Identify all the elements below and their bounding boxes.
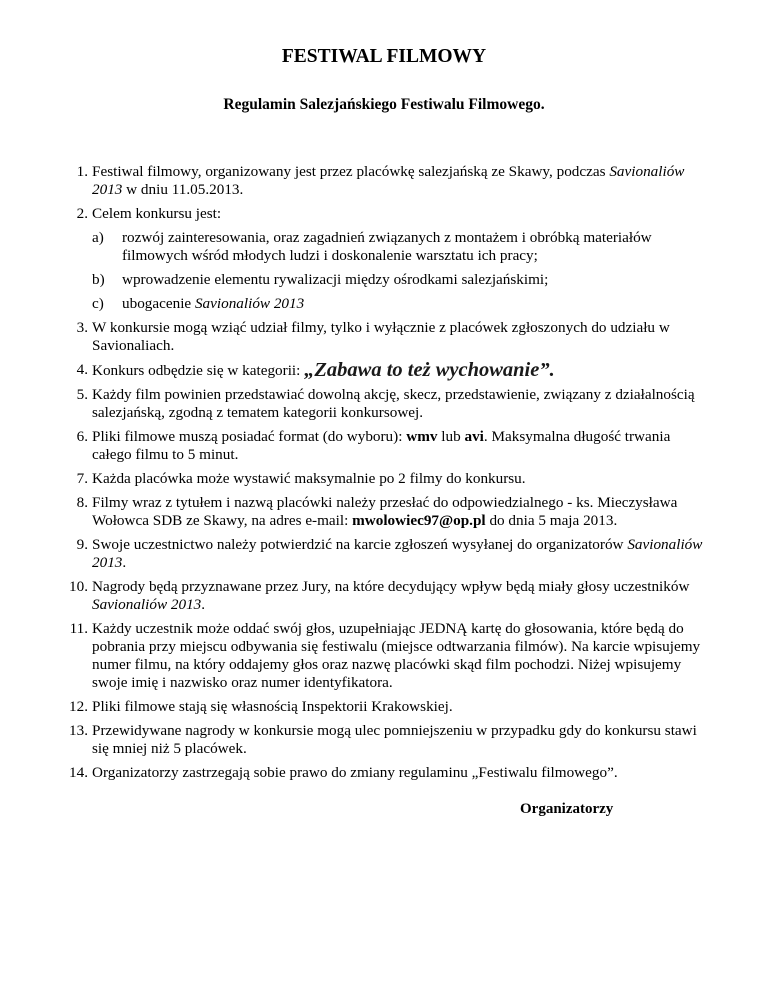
rule-item-6 [50, 428, 705, 464]
rule-text: do dnia 5 maja 2013. [485, 512, 618, 529]
rule-item-1 [50, 163, 705, 199]
rule-number: 11. [69, 620, 88, 637]
rule-number: 7. [76, 470, 88, 487]
rule-text: W konkursie mogą wziąć udział filmy, tylko i wyłącznie z placówek zgłoszonych do udziału w Savionaliach. [92, 319, 670, 354]
rule-text: Swoje uczestnictwo należy potwierdzić na karcie zgłoszeń wysyłanej do organizatorów [92, 536, 628, 553]
rule-subitem-b [50, 271, 705, 289]
rule-number: 8. [76, 494, 88, 511]
rule-number: 9. [76, 536, 88, 553]
rule-number: 6. [76, 428, 88, 445]
rule-item-7 [50, 470, 705, 488]
format-avi: avi [464, 428, 484, 445]
rule-number: 13. [69, 722, 88, 739]
subitem-letter: c) [92, 295, 104, 312]
rule-text: w dniu 11.05.2013. [122, 181, 244, 198]
rule-text: Organizatorzy zastrzegają sobie prawo do zmiany regulaminu „Festiwalu filmowego”. [92, 764, 618, 781]
rule-subitem-c [50, 295, 705, 313]
rule-number: 4. [76, 361, 88, 378]
document-title: FESTIWAL FILMOWY [281, 46, 487, 67]
document-subtitle: Regulamin Salezjańskiego Festiwalu Filmowego. [223, 96, 545, 113]
rule-text: Celem konkursu jest: [92, 205, 222, 222]
rule-text: Konkurs odbędzie się w kategorii: [92, 362, 305, 379]
rule-item-11 [50, 620, 705, 692]
rule-text: Festiwal filmowy, organizowany jest przez placówkę salezjańską ze Skawy, podczas [92, 163, 610, 180]
subitem-text: wprowadzenie elementu rywalizacji między ośrodkami salezjańskimi; [122, 271, 549, 288]
subitem-letter: b) [92, 271, 105, 288]
rule-number: 2. [76, 205, 88, 222]
rule-item-12 [50, 698, 705, 716]
rule-item-13 [50, 722, 705, 758]
rule-number: 10. [69, 578, 88, 595]
rule-text-emphasis: Savionaliów 2013 [92, 163, 685, 198]
rule-text: . Maksymalna długość trwania całego filmu to 5 minut. [92, 428, 671, 463]
subitem-text-emphasis: Savionaliów 2013 [194, 295, 305, 312]
rule-number: 14. [69, 764, 88, 781]
rule-item-9 [50, 536, 705, 572]
rule-item-2 [50, 205, 705, 223]
rule-item-5 [50, 386, 705, 422]
rule-text: Każdy uczestnik może oddać swój głos, uzupełniając JEDNĄ kartę do głosowania, które będą do pobrania przy miejscu odbywania się festiwalu (miejsce odtwarzania filmów). Na karcie wpisujemy numer filmu, na który oddajemy głos oraz nazwę placówki skąd film pochodzi. Niżej wpisujemy swoje imię i nazwisko oraz numer identyfikatora. [92, 620, 701, 691]
category-slogan: „Zabawa to też wychowanie”. [304, 359, 555, 381]
rule-text: . [201, 596, 206, 613]
rule-number: 5. [76, 386, 88, 403]
rule-number: 1. [76, 163, 88, 180]
rule-text: Nagrody będą przyznawane przez Jury, na które decydujący wpływ będą miały głosy uczestników [92, 578, 690, 595]
subitem-letter: a) [92, 229, 104, 246]
rule-subitem-a [50, 229, 705, 265]
rule-text: Każdy film powinien przedstawiać dowolną akcję, skecz, przedstawienie, związany z działalnością salezjańską, zgodną z tematem kategorii konkursowej. [92, 386, 695, 421]
rule-text: Pliki filmowe stają się własnością Inspektorii Krakowskiej. [92, 698, 453, 715]
rule-text-emphasis: Savionaliów 2013 [92, 596, 202, 613]
rule-item-10 [50, 578, 705, 614]
rule-text: lub [437, 428, 465, 445]
subitem-text: rozwój zainteresowania, oraz zagadnień związanych z montażem i obróbką materiałów filmowych wśród młodych ludzi i doskonalenie warsztatu ich pracy; [122, 229, 652, 264]
rule-item-14 [50, 764, 705, 782]
rule-text: Przewidywane nagrody w konkursie mogą ulec pomniejszeniu w przypadku gdy do konkursu stawi się mniej niż 5 placówek. [92, 722, 697, 757]
rule-item-8 [50, 494, 705, 530]
rule-number: 3. [76, 319, 88, 336]
rule-item-3 [50, 319, 705, 355]
subitem-text: ubogacenie [122, 295, 195, 312]
rule-text: . [122, 554, 127, 571]
rule-item-4 [50, 361, 705, 380]
format-wmv: wmv [406, 428, 438, 445]
rule-text: Pliki filmowe muszą posiadać format (do wyboru): [92, 428, 407, 445]
signature: Organizatorzy [520, 801, 614, 817]
rule-text: Każda placówka może wystawić maksymalnie po 2 filmy do konkursu. [92, 470, 526, 487]
rules-list [50, 163, 705, 788]
rule-number: 12. [69, 698, 88, 715]
rule-text-emphasis: Savionaliów 2013 [92, 536, 703, 571]
contact-email: mwolowiec97@op.pl [352, 512, 486, 529]
rule-text: Filmy wraz z tytułem i nazwą placówki należy przesłać do odpowiedzialnego - ks. Mieczysława Wołowca SDB ze Skawy, na adres e-mail: [92, 494, 678, 529]
